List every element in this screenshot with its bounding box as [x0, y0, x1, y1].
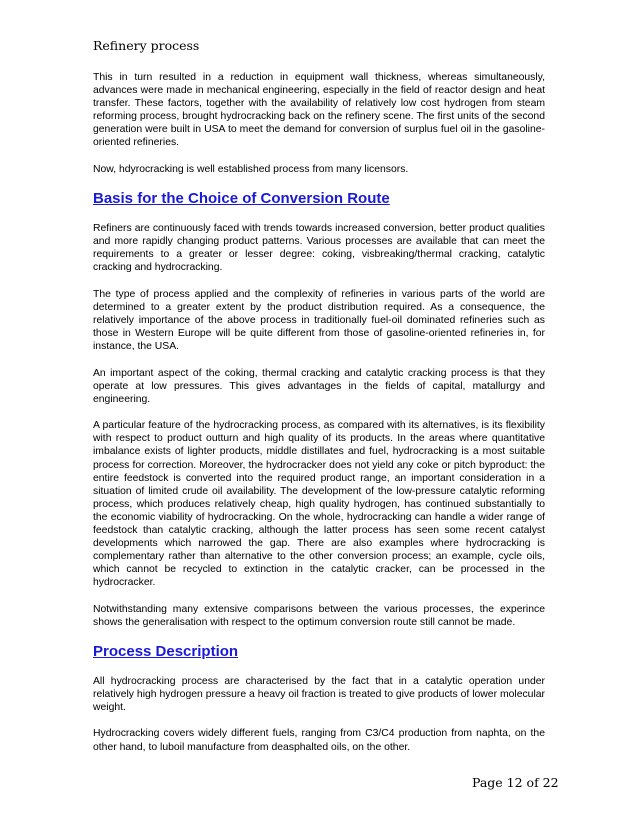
- paragraph: This in turn resulted in a reduction in equipment wall thickness, whereas simultaneously, advances were made in mechanical engineering, especially in the field of reactor design and heat transfer. These factors, together with the availability of relatively low cost hydrogen from steam reforming process, brought hydrocracking back on the refinery scene. The first units of the second generation were built in USA to meet the demand for conversion of surplus fuel oil in the gasoline-oriented refineries.: [93, 72, 545, 149]
- paragraph: Now, hdyrocracking is well established process from many licensors.: [93, 164, 409, 176]
- section-heading-process[interactable]: Process Description: [93, 642, 239, 660]
- document-body: [93, 71, 545, 767]
- paragraph: Hydrocracking covers widely different fuels, ranging from C3/C4 production from naphta, on the other hand, to luboil manufacture from deasphalted oils, on the other.: [93, 728, 545, 753]
- running-header: Refinery process: [93, 38, 200, 53]
- paragraph: An important aspect of the coking, thermal cracking and catalytic cracking process is that they operate at low pressures. This gives advantages in the fields of capital, matallurgy and engineering.: [93, 367, 545, 405]
- paragraph: Refiners are continuously faced with trends towards increased conversion, better product qualities and more rapidly changing product patterns. Various processes are available that can meet the requirements to a greater or lesser degree: coking, visbreaking/thermal cracking, catalytic cracking and hydrocracking.: [93, 222, 545, 273]
- paragraph: The type of process applied and the complexity of refineries in various parts of the world are determined to a greater extent by the product distribution required. As a consequence, the relatively importance of the above process in traditionally fuel-oil dominated refineries such as those in Western Europe will be quite different from those of gasoline-oriented refineries in, for instance, the USA.: [93, 288, 545, 352]
- page-number: Page 12 of 22: [472, 775, 559, 790]
- paragraph: A particular feature of the hydrocracking process, as compared with its alternatives, is its flexibility with respect to product outturn and high quality of its products. In the areas where quantitative imbalance exists of lighter products, middle distillates and fuel, hydrocracking is a most suitable process for correction. Moreover, the hydrocracker does not yield any coke or pitch byproduct: the entire feedstock is converted into the required product range, an important consideration in a situation of limited crude oil availability. The development of the low-pressure catalytic reforming process, which produces relatively cheap, high quality hydrogen, has continued substantially to the economic viability of hydrocracking. On the whole, hydrocracking can handle a wider range of feedstock than catalytic cracking, although the latter process has seen some recent catalyst developments which narrowed the gap. There are also examples where hydrocracking is complementary rather than alternative to the other conversion process; an example, cycle oils, which cannot be recycled to extinction in the catalytic cracker, can be processed in the hydrocracker.: [93, 420, 545, 589]
- paragraph: Notwithstanding many extensive comparisons between the various processes, the experince shows the generalisation with respect to the optimum conversion route still cannot be made.: [93, 604, 545, 629]
- paragraph: All hydrocracking process are characterised by the fact that in a catalytic operation under relatively high hydrogen pressure a heavy oil fraction is treated to give products of lower molecular weight.: [93, 675, 545, 713]
- section-heading-basis[interactable]: Basis for the Choice of Conversion Route: [93, 189, 390, 207]
